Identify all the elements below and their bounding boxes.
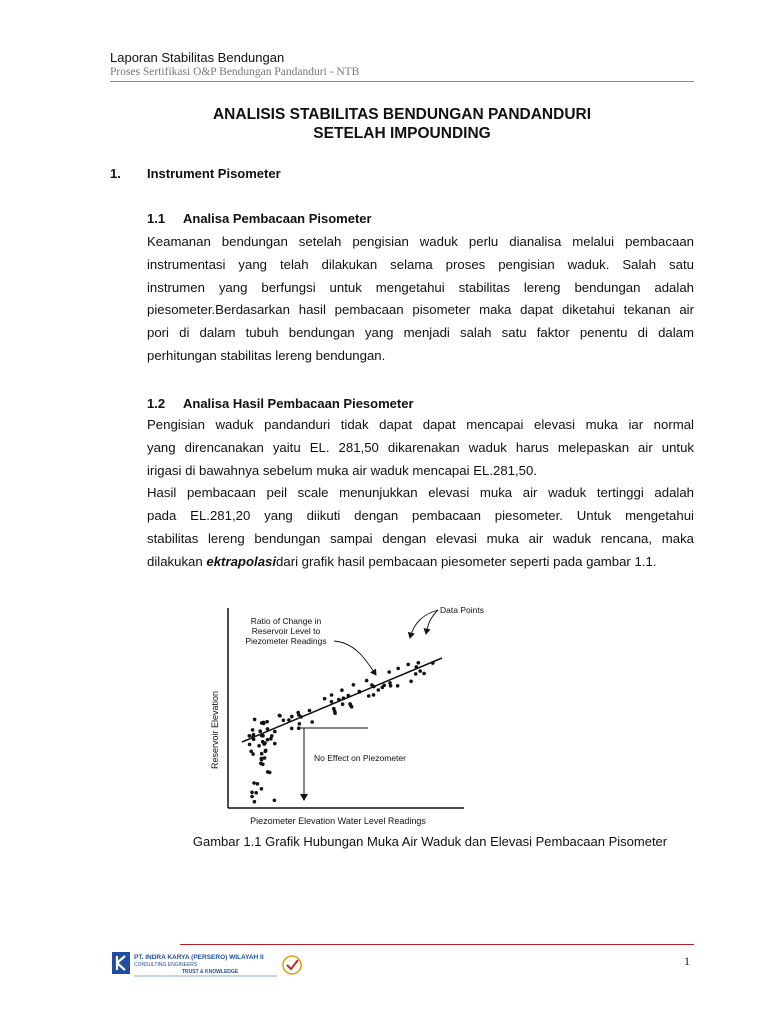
document-title-line-2: SETELAH IMPOUNDING (313, 125, 491, 142)
data-point (333, 711, 337, 715)
data-point (248, 734, 252, 738)
data-point (264, 749, 268, 753)
running-header-title: Laporan Stabilitas Bendungan (110, 50, 285, 65)
data-point (259, 762, 263, 766)
trend-line (242, 658, 442, 742)
data-point (250, 791, 254, 795)
data-point (417, 661, 421, 665)
company-logo (112, 950, 332, 978)
data-point (273, 730, 277, 734)
data-point (308, 709, 312, 713)
data-point (251, 728, 255, 732)
piezometer-figure (206, 600, 484, 830)
data-point (262, 722, 266, 726)
data-point (261, 740, 265, 744)
paragraph-line: piesometer.Berdasarkan hasil pembacaan pisometer maka dapat diketahui tekanan air (147, 302, 694, 318)
paragraph-line: Hasil pembacaan peil scale menunjukkan elevasi muka air waduk tertinggi adalah (147, 485, 694, 501)
paragraph-line: Pengisian waduk pandanduri tidak dapat dapat mencapai elevasi muka iar normal (147, 417, 694, 432)
subsection-1-2-title: Analisa Hasil Pembacaan Piesometer (183, 396, 414, 411)
data-point (252, 733, 256, 737)
data-point (260, 757, 264, 761)
data-point (253, 800, 257, 804)
data-point (330, 693, 334, 697)
document-title (110, 105, 694, 143)
paragraph-line: pori di dalam tubuh bendungan yang menjadi salah satu faktor penentu di dalam (147, 325, 694, 341)
data-point (342, 696, 346, 700)
data-point (250, 795, 254, 799)
data-point (415, 665, 419, 669)
data-point (273, 742, 277, 746)
data-point (352, 683, 356, 687)
paragraph-line: perhitungan stabilitas lereng bendungan. (147, 347, 386, 363)
data-point (340, 688, 344, 692)
data-point (409, 680, 413, 684)
data-point (372, 693, 376, 697)
data-point (347, 694, 351, 698)
text-run: dilakukan (147, 553, 207, 569)
data-point (266, 727, 270, 731)
data-point (252, 738, 256, 742)
data-point (266, 738, 270, 742)
running-header-subtitle: Proses Sertifikasi O&P Bendungan Pandanduri - NTB (110, 66, 360, 78)
data-point (406, 663, 410, 667)
paragraph-1-2 (147, 414, 694, 574)
data-point (377, 688, 381, 692)
section-title: Instrument Pisometer (147, 166, 281, 181)
data-points (248, 661, 435, 804)
data-point (414, 672, 418, 676)
data-point (396, 667, 400, 671)
document-title-line-1: ANALISIS STABILITAS BENDUNGAN PANDANDURI (212, 106, 592, 123)
paragraph-line: pada EL.281,20 yang diikuti dengan pembacaan piesometer. Untuk mengetahui (147, 508, 694, 524)
data-point (266, 770, 270, 774)
data-point (422, 672, 426, 676)
certification-seal-icon (283, 956, 301, 974)
page-number: 1 (684, 954, 690, 968)
subsection-1-1-title: Analisa Pembacaan Pisometer (183, 211, 372, 226)
footer-divider (180, 944, 694, 945)
x-axis-label: Piezometer Elevation Water Level Readings (250, 816, 426, 826)
data-point (254, 791, 258, 795)
company-tagline: TRUST & KNOWLEDGE (182, 969, 239, 975)
paragraph-line: Keamanan bendungan setelah pengisian waduk perlu dianalisa melalui pembacaan (147, 234, 694, 249)
paragraph-line: stabilitas lereng bendungan sampai dengan elevasi muka air waduk rencana, maka (147, 530, 694, 546)
ratio-arrow (334, 641, 376, 675)
data-points-arrow (426, 610, 438, 634)
data-point (290, 727, 294, 731)
data-point (387, 670, 391, 674)
data-point (258, 729, 262, 733)
data-point (253, 718, 257, 722)
data-point (297, 713, 301, 717)
company-name: PT. INDRA KARYA (PERSERO) WILAYAH II (134, 954, 264, 961)
paragraph-line: instrumen yang berfungsi untuk mengetahui stabilitas lereng bendungan adalah (147, 279, 694, 295)
subsection-1-1-number: 1.1 (147, 211, 166, 226)
data-point (256, 782, 260, 786)
data-point (330, 700, 334, 704)
no-effect-label: No Effect on Piezometer (314, 753, 406, 763)
data-point (332, 707, 336, 711)
data-point (265, 720, 269, 724)
y-axis-label: Reservoir Elevation (210, 690, 220, 770)
ratio-label-line-3: Piezometer Readings (245, 636, 327, 646)
data-point (396, 684, 400, 688)
emphasis-term: ektrapolasi (206, 553, 277, 569)
data-point (260, 787, 264, 791)
data-point (389, 684, 393, 688)
data-point (282, 719, 286, 723)
data-point (257, 744, 261, 748)
ratio-label-line-1: Ratio of Change in (250, 616, 322, 626)
section-number: 1. (110, 166, 121, 181)
data-point (278, 714, 282, 718)
paragraph-line: irigasi di bawahnya sebelum muka air waduk mencapai EL.281,50. (147, 462, 537, 478)
text-run: dari grafik hasil pembacaan piesometer seperti pada gambar 1.1. (276, 553, 657, 569)
paragraph-1-1 (147, 231, 694, 368)
data-point (382, 684, 386, 688)
data-point (252, 781, 256, 785)
data-point (431, 661, 435, 665)
paragraph-line-last (147, 551, 694, 574)
header-divider (110, 81, 694, 82)
data-point (269, 737, 273, 741)
paragraph-line: instrumentasi yang telah dilakukan selama proses pengisian waduk. Salah satu (147, 256, 694, 272)
data-point (367, 694, 371, 698)
data-point (365, 679, 369, 683)
company-subtitle: CONSULTING ENGINEERS (134, 962, 198, 968)
data-point (263, 756, 267, 760)
data-point (273, 799, 277, 803)
data-point (337, 698, 341, 702)
data-point (298, 722, 302, 726)
data-point (370, 683, 374, 687)
data-point (248, 743, 252, 747)
ratio-label-line-2: Reservoir Level to (251, 626, 321, 636)
data-point (350, 705, 354, 709)
data-point (323, 697, 327, 701)
subsection-1-2-number: 1.2 (147, 396, 166, 411)
data-point (287, 718, 291, 722)
data-point (358, 690, 362, 694)
data-point (310, 720, 314, 724)
data-point (260, 734, 264, 738)
paragraph-line: yang direncanakan yaitu EL. 281,50 dikarenakan waduk harus melepaskan air untuk (147, 439, 694, 455)
data-point (341, 702, 345, 706)
figure-caption: Gambar 1.1 Grafik Hubungan Muka Air Waduk dan Elevasi Pembacaan Pisometer (192, 834, 668, 849)
data-point (260, 752, 264, 756)
data-points-label: Data Points (440, 605, 484, 615)
data-point (249, 750, 253, 754)
data-point (290, 715, 294, 719)
data-point (418, 669, 422, 673)
